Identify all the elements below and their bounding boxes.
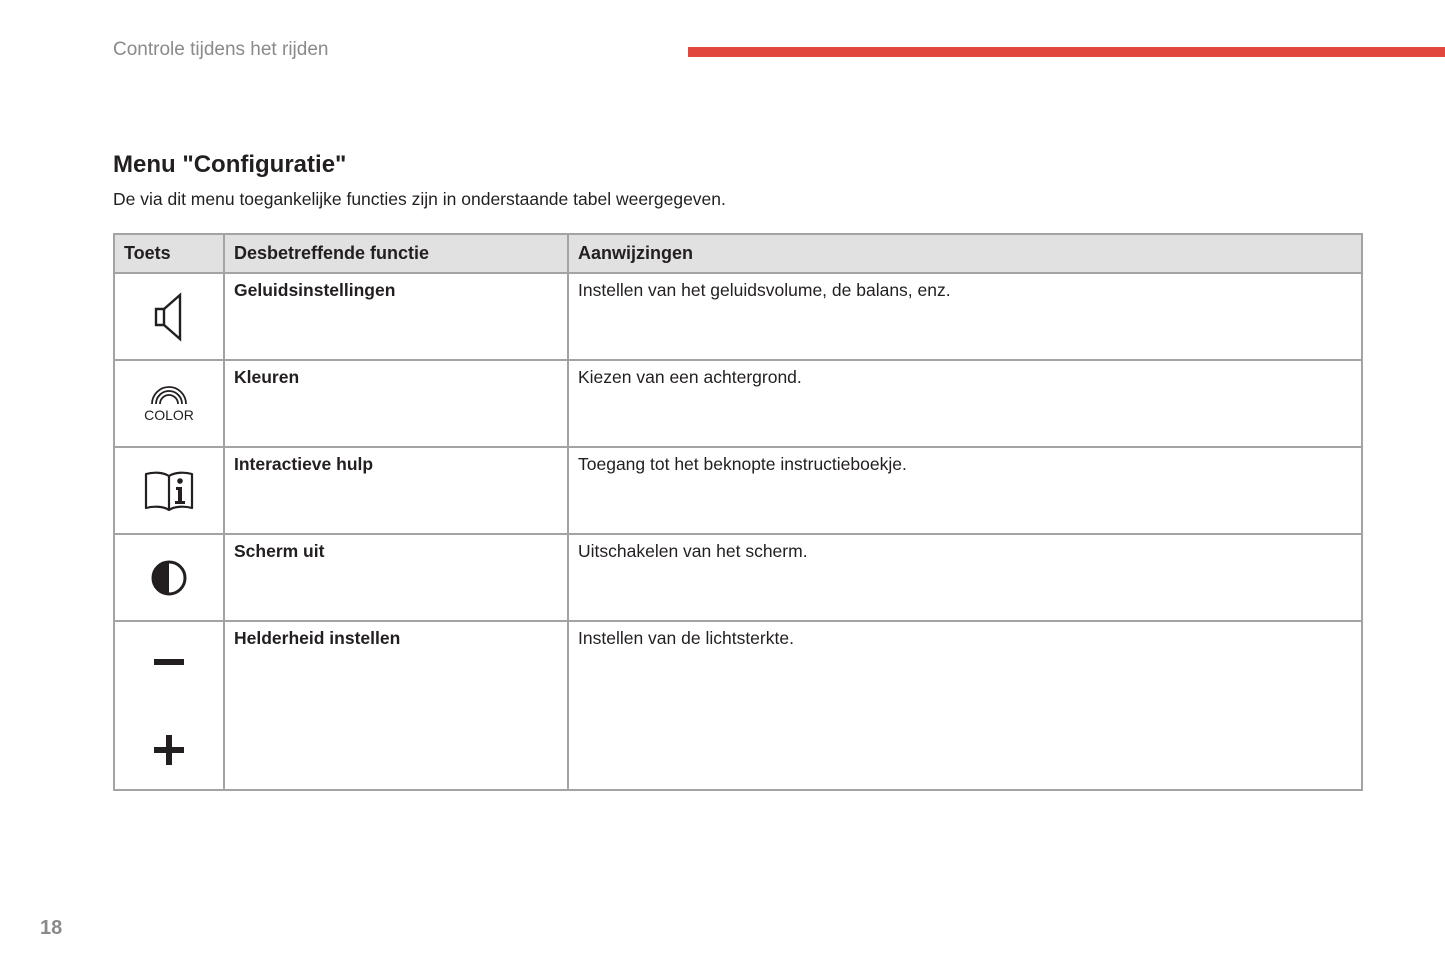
icon-cell bbox=[114, 273, 224, 360]
function-description: Instellen van het geluidsvolume, de balans, enz. bbox=[568, 273, 1362, 360]
section-intro: De via dit menu toegankelijke functies zijn in onderstaande tabel weergegeven. bbox=[113, 189, 726, 209]
column-header-notes: Aanwijzingen bbox=[568, 234, 1362, 273]
function-name: Kleuren bbox=[224, 360, 568, 447]
icon-cell bbox=[114, 360, 224, 447]
table-row bbox=[114, 447, 1362, 534]
icon-cell bbox=[114, 534, 224, 621]
table-header-row bbox=[114, 234, 1362, 273]
function-name: Interactieve hulp bbox=[224, 447, 568, 534]
function-description: Toegang tot het beknopte instructieboekje. bbox=[568, 447, 1362, 534]
function-name: Helderheid instellen bbox=[224, 621, 568, 790]
table-row bbox=[114, 534, 1362, 621]
function-name: Geluidsinstellingen bbox=[224, 273, 568, 360]
section-title: Menu "Configuratie" bbox=[113, 151, 347, 178]
column-header-function: Desbetreffende functie bbox=[224, 234, 568, 273]
speaker-icon bbox=[152, 291, 186, 343]
function-description: Instellen van de lichtsterkte. bbox=[568, 621, 1362, 790]
page-number: 18 bbox=[40, 917, 63, 939]
function-description: Kiezen van een achtergrond. bbox=[568, 360, 1362, 447]
minus-icon bbox=[153, 646, 185, 678]
icon-cell bbox=[114, 621, 224, 790]
half-circle-icon bbox=[149, 558, 189, 598]
plus-icon bbox=[153, 734, 185, 766]
table-row bbox=[114, 273, 1362, 360]
color-icon-label: COLOR bbox=[144, 406, 194, 423]
function-name: Scherm uit bbox=[224, 534, 568, 621]
color-icon bbox=[139, 384, 199, 424]
table-row bbox=[114, 621, 1362, 790]
table-row bbox=[114, 360, 1362, 447]
function-description: Uitschakelen van het scherm. bbox=[568, 534, 1362, 621]
header-accent-bar bbox=[688, 47, 1445, 57]
page-header-title: Controle tijdens het rijden bbox=[113, 39, 329, 60]
column-header-key: Toets bbox=[114, 234, 224, 273]
book-info-icon bbox=[143, 470, 195, 512]
minus-plus-icon bbox=[115, 626, 223, 786]
icon-cell bbox=[114, 447, 224, 534]
configuration-table bbox=[113, 233, 1363, 791]
